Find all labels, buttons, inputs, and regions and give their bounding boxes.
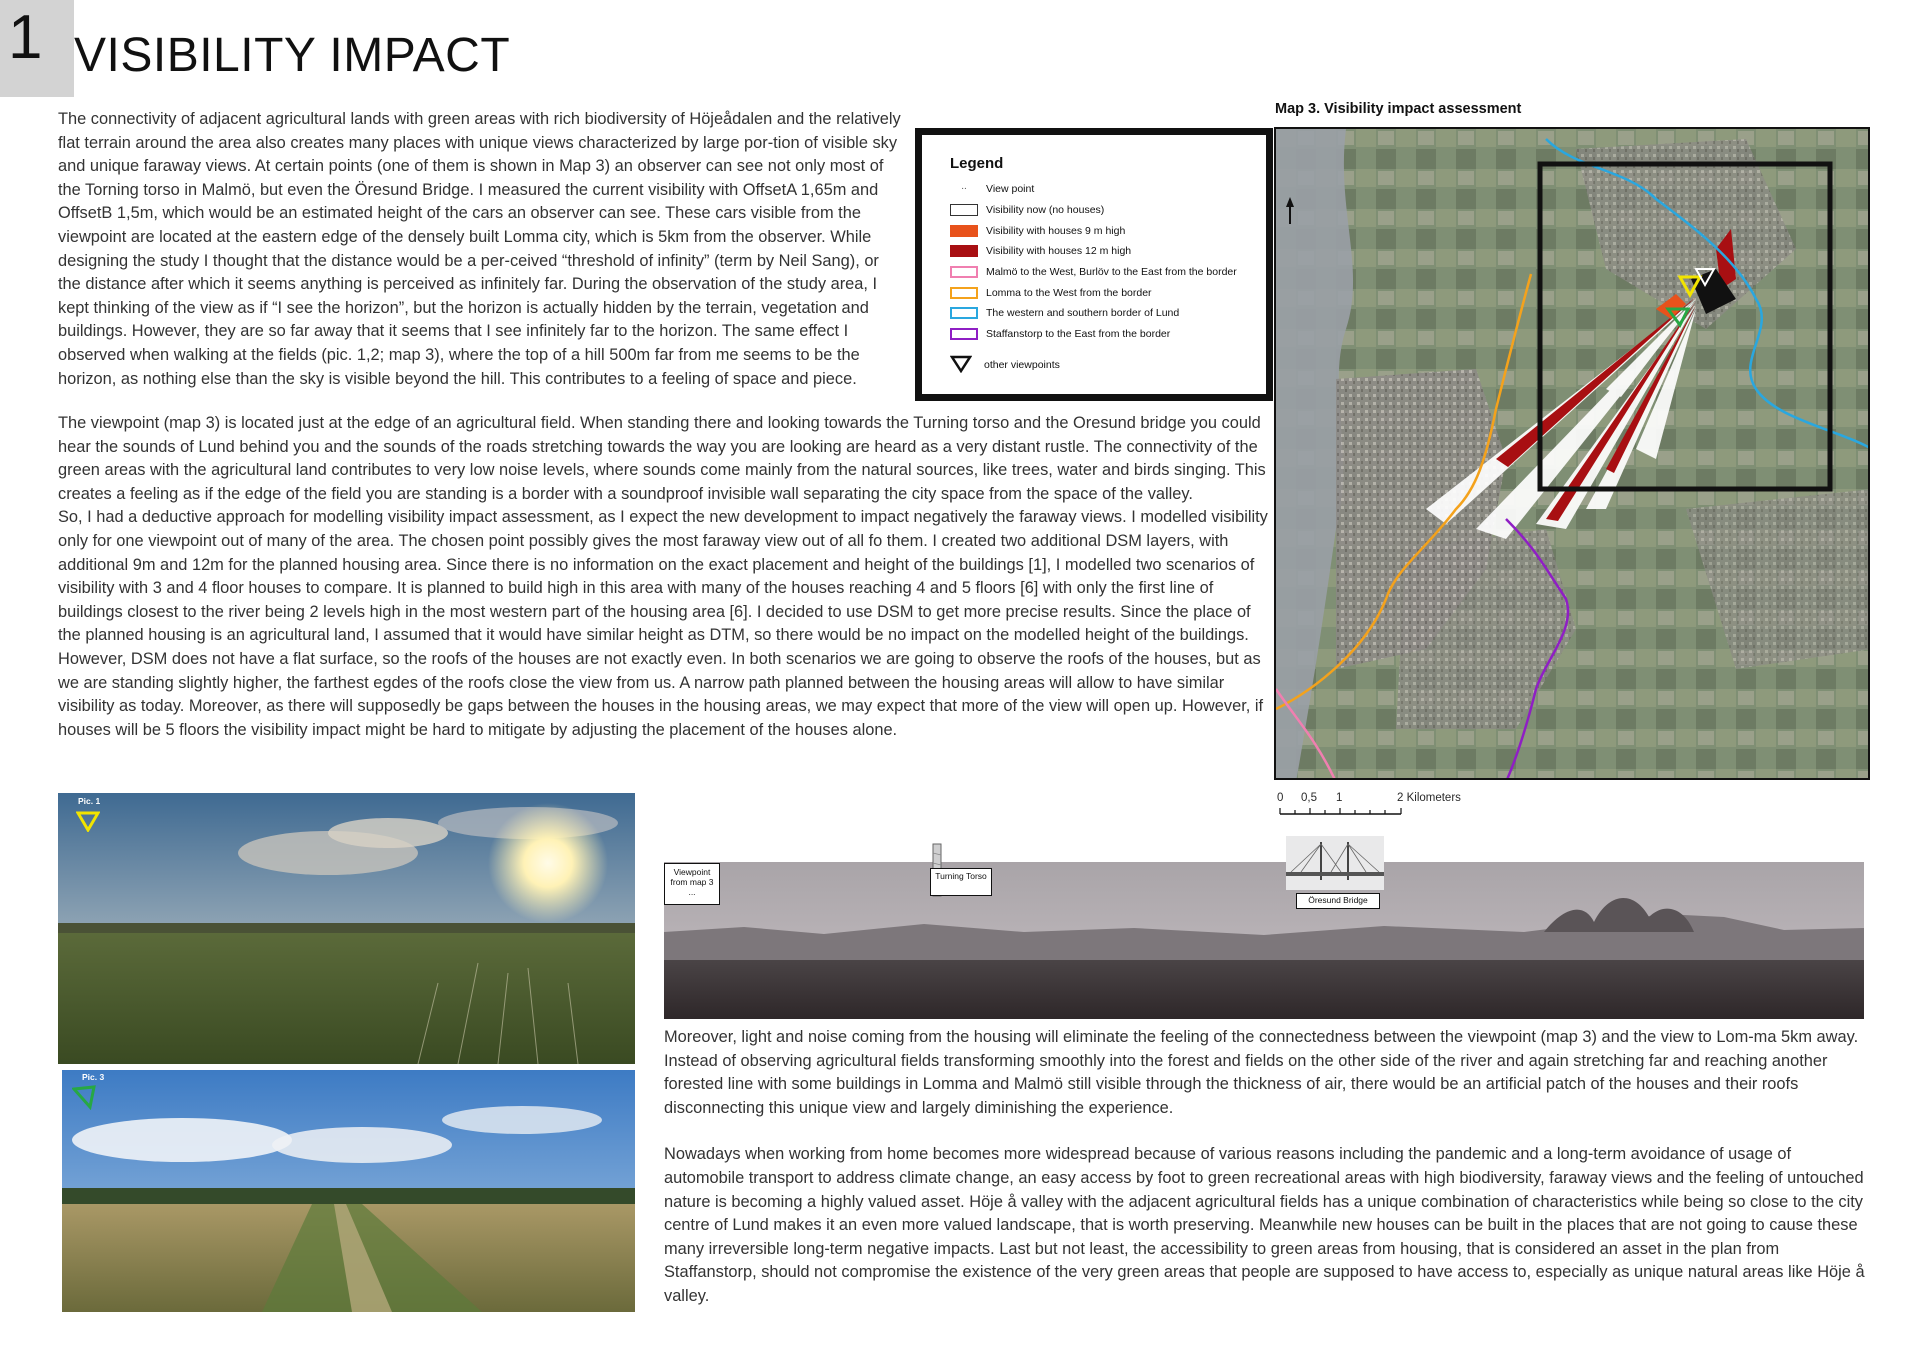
viewpoint-annotation [664,863,720,905]
legend-label: Visibility with houses 12 m high [986,245,1132,257]
legend-item-malmo [950,266,1237,278]
legend-label: Staffanstorp to the East from the border [986,328,1171,340]
intro-text [58,108,905,391]
paragraph: Moreover, light and noise coming from the housing will eliminate the feeling of the connectedness between the viewpoint (map 3) and the view to Lom-ma 5km away. Instead of observing agricultural fields transforming smoothly into the forest and fields on the other side of the river and again stretching far and reaching another forested line with some buildings in Lomma and Malmö still visible through the thickness of air, there would be an artificial patch of the houses and their roofs disconnecting this unique view and largely diminishing the experience. [664,1028,1859,1117]
turning-torso-label: Turning Torso [935,871,987,881]
paragraph-spacer [664,1120,1870,1143]
legend-label: Malmö to the West, Burlöv to the East from the border [986,266,1237,278]
legend-item-visibility-now [950,204,1104,216]
scale-label: 0,5 [1301,792,1317,804]
viewpoint-label: Viewpoint from map 3 [670,867,714,887]
legend-label: The western and southern border of Lund [986,307,1180,319]
green-triangle-icon [72,1084,98,1110]
conclusion-text [664,1026,1870,1309]
map-caption: Map 3. Visibility impact assessment [1275,101,1522,117]
blue-outline-icon [950,307,978,319]
legend-item-other-viewpoints [950,353,1060,376]
paragraph: So, I had a deductive approach for modelling visibility impact assessment, as I expect the new development to impact negatively the faraway views. I modelled visibility only for one viewpoint out of many of the area. The chosen point possibly gives the most faraway view out of all fo them. I created two additional DSM layers, with additional 9m and 12m for the planned housing area. Since there is no information on the exact placement and height of the buildings [1], I modelled two scenarios of visibility with 3 and 4 floor houses to compare. It is planned to build high in this area with many of the houses reaching 4 and 5 floors [6] with only the first line of buildings closest to the river being 2 levels high in the most western part of the housing area [6]. I decided to use DSM to get more precise results. Since the place of the planned housing is an agricultural land, I assumed that it would have similar height as DTM, so there would be no impact on the modelled height of the buildings. [58,508,1268,645]
red-swatch-icon [950,245,978,257]
purple-outline-icon [950,328,978,340]
scale-bar [1277,792,1477,822]
legend-item-staffanstorp [950,328,1170,340]
orange-outline-icon [950,287,978,299]
page-title: VISIBILITY IMPACT [74,29,511,82]
yellow-triangle-icon [76,810,100,832]
analysis-text [58,412,1270,742]
map-svg [1276,129,1870,780]
scale-ruler [1279,806,1429,818]
sunset-field-image [58,793,635,1064]
legend-item-12m [950,245,1131,257]
legend-label: Visibility with houses 9 m high [986,225,1126,237]
orange-swatch-icon [950,225,978,237]
pink-outline-icon [950,266,978,278]
paragraph: However, DSM does not have a flat surface, so the roofs of the houses are not exactly even. In both scenarios we are going to observe the roofs of the houses, but as we are standing slightly higher, the farthest egdes of the roofs close the view from us. A narrow path planned between the housing areas will allow to have similar visibility as today. Moreover, as there will supposedly be gaps between the houses in the housing areas, we may expect that more of the view will open up. However, if houses will be 5 floors the visibility impact might be hard to mitigate by adjusting the placement of the houses alone. [58,649,1264,739]
legend-label: Lomma to the West from the border [986,287,1152,299]
panorama-view [664,862,1864,1019]
scale-label: 1 [1336,792,1343,804]
viewpoint-dots: ... [688,887,696,897]
legend-item-view-point [950,183,1034,195]
white-swatch-icon [950,204,978,216]
view-point-icon: .. [961,181,967,192]
legend-title: Legend [950,155,1004,172]
legend-item-lund [950,307,1179,319]
photo-pic-1 [58,793,635,1064]
oresund-bridge-annotation [1296,893,1380,909]
legend-label: other viewpoints [984,358,1060,371]
legend-item-9m [950,225,1125,237]
visibility-map [1274,127,1870,780]
pic-3-label: Pic. 3 [82,1072,105,1082]
pic-1-label: Pic. 1 [78,796,101,806]
photo-pic-3 [62,1070,635,1312]
paragraph: The viewpoint (map 3) is located just at the edge of an agricultural field. When standing there and looking towards the Turning torso and the Oresund bridge you could hear the sounds of Lund behind you and the sounds of the roads stretching towards the way you are looking are heard as a very distant rustle. The connectivity of the green areas with the agricultural land contributes to very low noise levels, where sounds come mainly from the natural sources, like trees, water and birds singing. This creates a feeling as if the edge of the field you are standing is a border with a soundproof invisible wall separating the city space from the space of the valley. [58,414,1266,503]
legend-item-lomma [950,287,1152,299]
paragraph: The connectivity of adjacent agricultural lands with green areas with rich biodiversity of Höjeådalen and the relatively flat terrain around the area also creates many places with unique views characterized by large por-tion of visible sky and unique faraway views. At certain points (one of them is shown in Map 3) an observer can see not only most of the Torning torso in Malmö, but even the Öresund Bridge. I measured the current visibility with OffsetA 1,65m and OffsetB 1,5m, which would be an estimated height of the cars an observer can see. These cars visible from the viewpoint are located at the eastern edge of the densely built Lomma city, which is 5km from the observer. While designing the study I thought that the distance would be a per-ceived “threshold of infinity” (term by Neil Sang), or the distance after which it seems anything is perceived as infinitely far. During the observation of the study area, I kept thinking of the view as if “I see the horizon”, but the horizon is actually hidden by the terrain, vegetation and buildings. However, they are so far away that it seems that I see infinitely far to the horizon. The same effect I observed when walking at the fields (pic. 1,2; map 3), where the top of a hill 500m far from me seems to be the horizon, as nothing else than the sky is visible beyond the hill. This contributes to a feeling of space and piece. [58,110,901,388]
field-path-image [62,1070,635,1312]
map-legend [915,128,1273,401]
scale-label: 0 [1277,792,1284,804]
scale-label: 2 Kilometers [1397,792,1461,804]
triangle-icon [950,353,976,376]
page-number: 1 [8,3,43,72]
legend-label: View point [986,183,1035,195]
legend-label: Visibility now (no houses) [986,204,1105,216]
oresund-bridge-label: Öresund Bridge [1308,895,1368,905]
paragraph: Nowadays when working from home becomes more widespread because of various reasons including the pandemic and a long-term avoidance of usage of automobile transport to address climate change, an easy access by foot to green recreational areas with high biodiversity, faraway views and the feeling of untouched nature is becoming a highly valued asset. Höje å valley with the adjacent agricultural fields has a unique combination of characteristics while being so close to the city centre of Lund makes it an even more valued landscape, that is worth preserving. Meanwhile new houses can be built in the places that are not going to cause these many irreversible long-term negative impacts. Last but not least, the accessibility to green areas from housing, that is considered an asset in the plan from Staffanstorp, should not compromise the existence of the very green areas that people are supposed to have access to, especially as unique natural areas like Höje å valley. [664,1145,1865,1305]
panorama-image [664,862,1864,1019]
turning-torso-annotation [930,868,992,896]
oresund-bridge-icon [1286,836,1384,890]
